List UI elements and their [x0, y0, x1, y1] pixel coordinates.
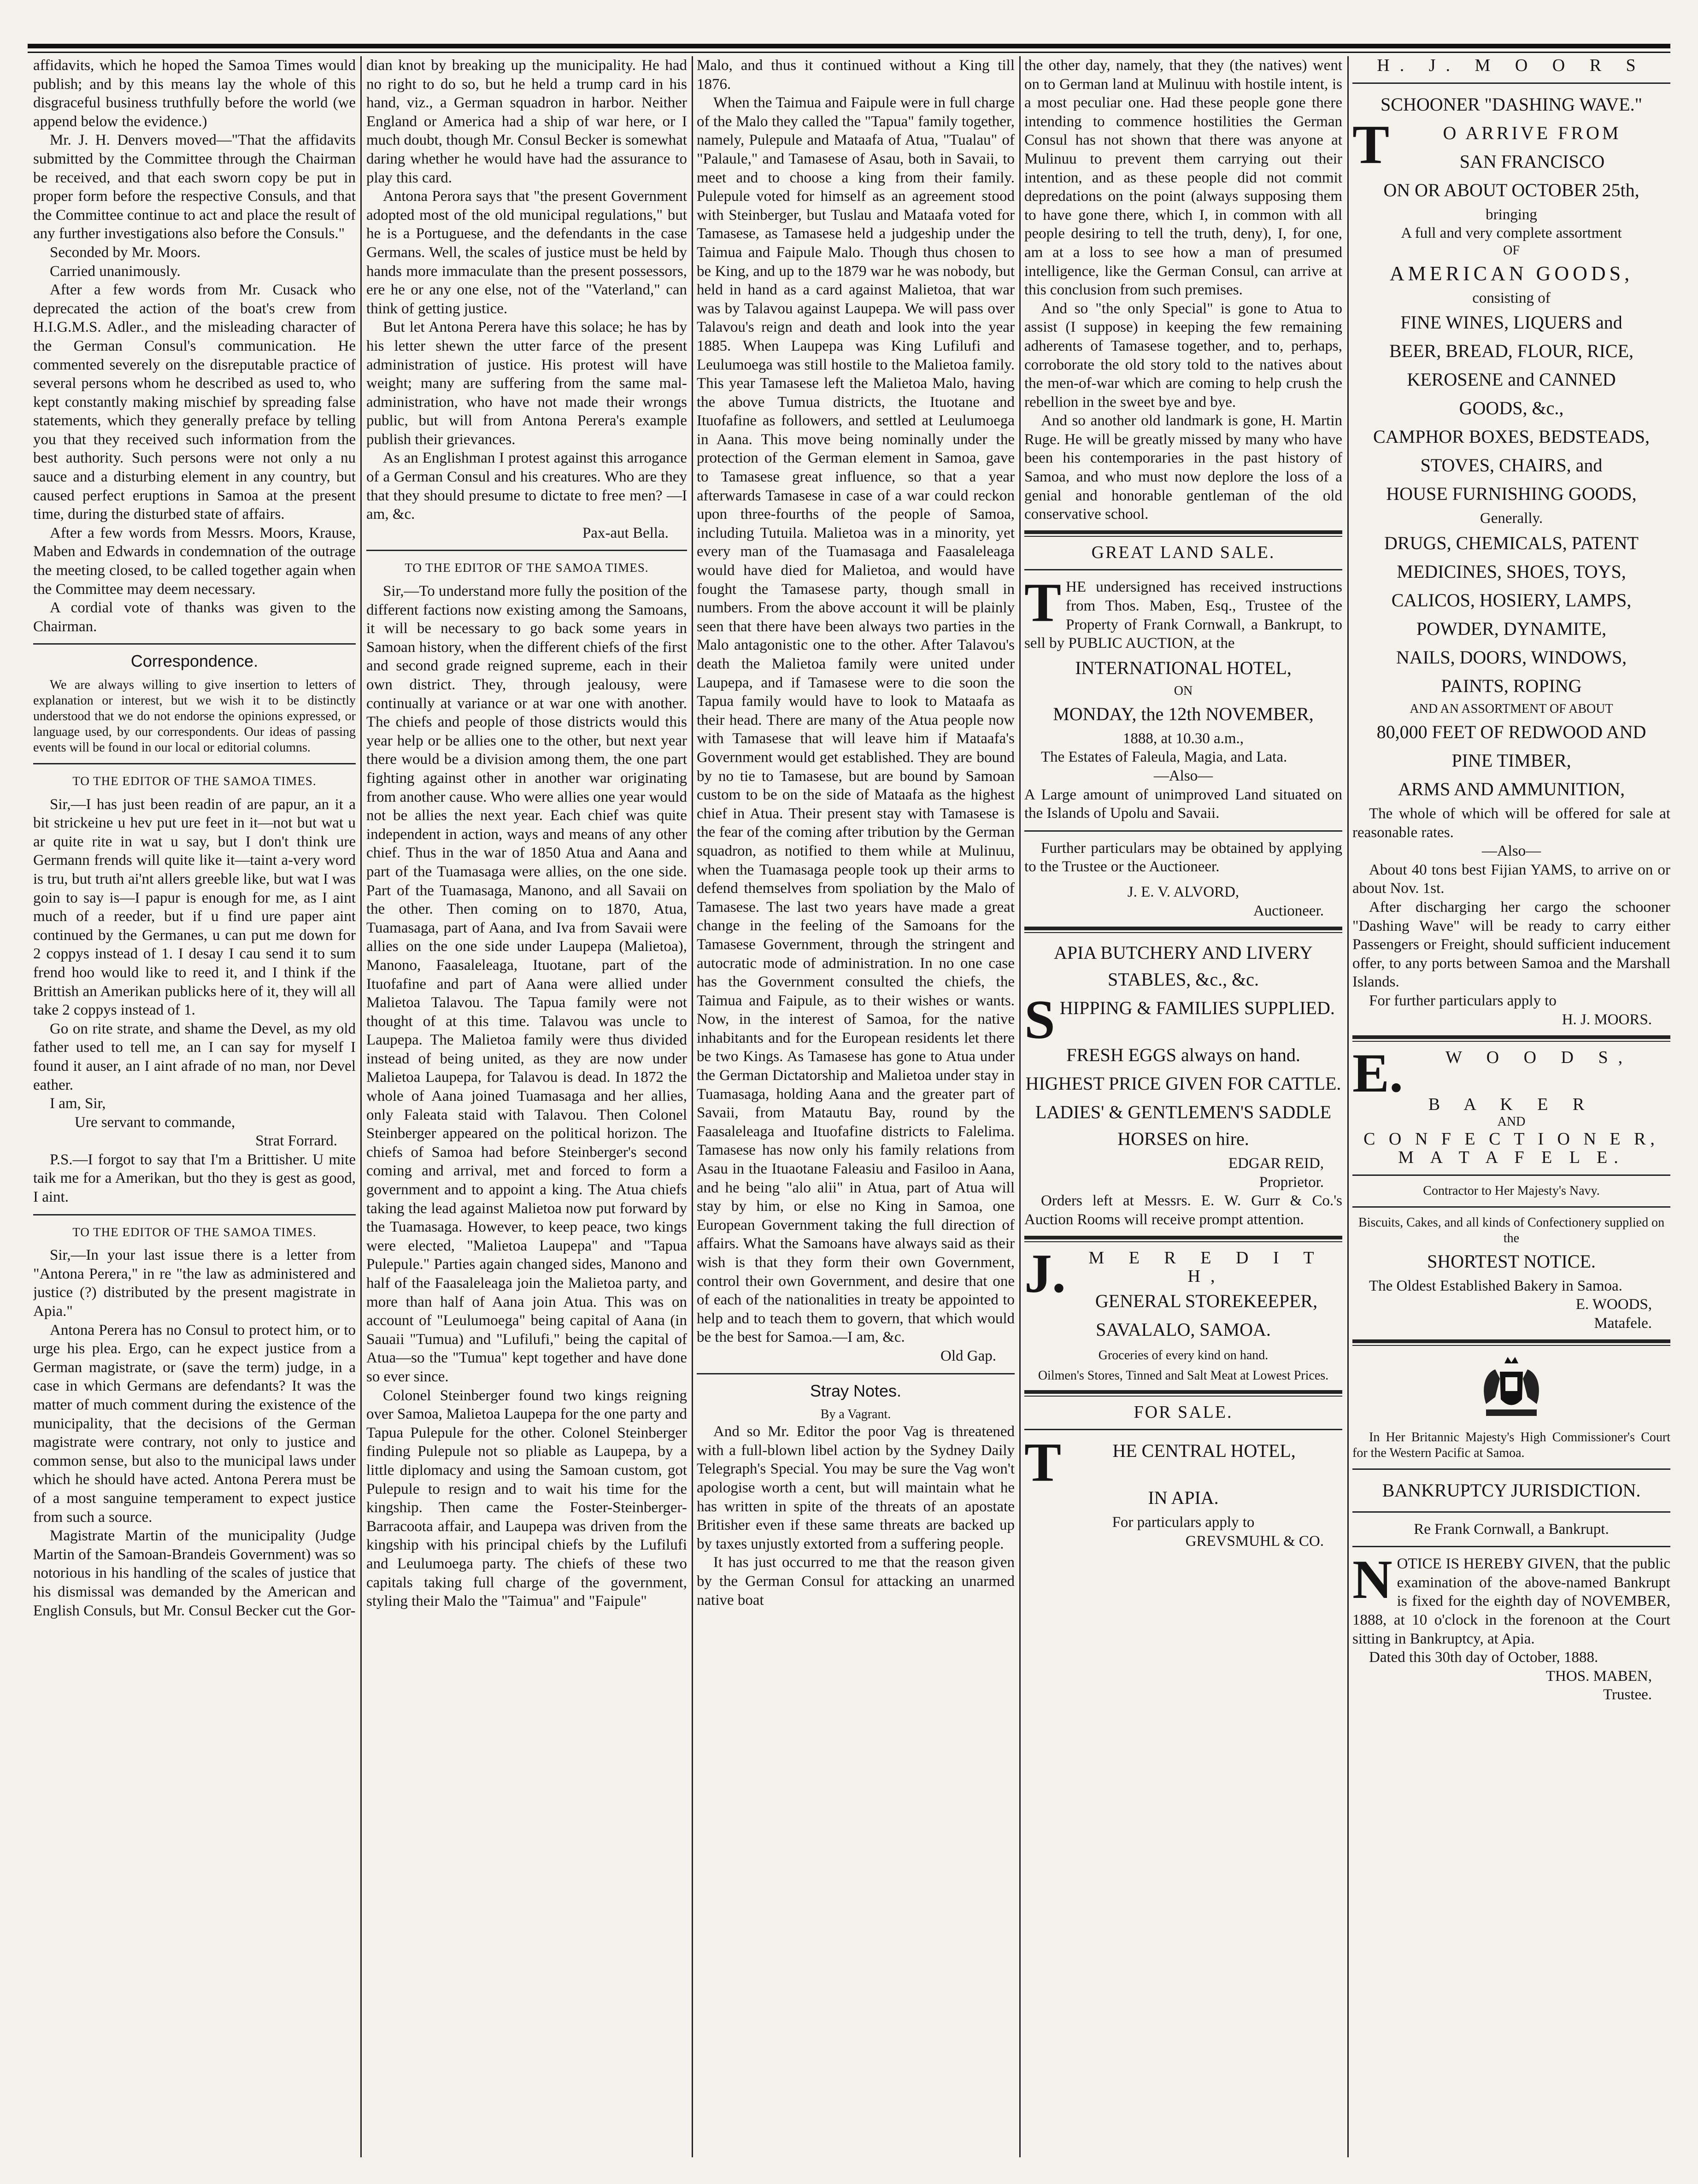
paragraph: Seconded by Mr. Moors. [50, 244, 201, 261]
drop-cap: T [1024, 572, 1062, 634]
advert-name: GREVSMUHL & CO. [1185, 1532, 1324, 1550]
advert-item: FINE WINES, LIQUERS and [1400, 312, 1622, 333]
paragraph: It has just occurred to me that the reason given by the German Consul for attacking an unarmed native boat [697, 1554, 1015, 1609]
letter-heading: TO THE EDITOR OF THE SAMOA TIMES. [72, 1225, 317, 1239]
postscript: P.S.—I forgot to say that I'm a Brittisher. U mite taik me for a Amerikan, but tho they is gest as good, I aint. [33, 1151, 356, 1206]
court-heading: In Her Britannic Majesty's High Commissioner's Court for the Western Pacific at Samoa. [1352, 1430, 1670, 1460]
column-divider [1019, 56, 1021, 2157]
advert-text: Biscuits, Cakes, and all kinds of Confectionery supplied on the [1358, 1215, 1665, 1245]
advert-text: SAN FRANCISCO [1459, 151, 1605, 172]
advert-item: MEDICINES, SHOES, TOYS, [1397, 561, 1626, 582]
advert-title: H. J. M O O R S [1377, 56, 1646, 75]
advert-text: C O N F E C T I O N E R, [1363, 1129, 1659, 1149]
advert-rule [1352, 1339, 1670, 1346]
advert-text: —Also— [1153, 768, 1213, 784]
advert-role: Matafele. [1594, 1315, 1652, 1332]
paragraph: And so Mr. Editor the poor Vag is threatened with a full-blown libel action by the Sydney Daily Telegraph's Special. You may be sure the Vag won't apologise worth a cent, but will maintain what he has written in spite of the threats of an apostate Britisher even if these same threats are backed up by taxes unjustly extorted from a suffering people. [697, 1423, 1015, 1552]
paragraph: affidavits, which he hoped the Samoa Times would publish; and by this means lay the whole of this disgraceful business truthfully before the world (we append below the evidence.) [33, 57, 356, 130]
advert-item: POWDER, DYNAMITE, [1416, 618, 1607, 639]
advert-text: After discharging her cargo the schooner "Dashing Wave" will be ready to carry either Passengers or Freight, should sufficient inducement offer, to any ports between Samoa and the Marshall Islands. [1352, 898, 1670, 991]
butchery-advert [1024, 939, 1342, 1229]
advert-rule [1024, 569, 1342, 570]
letter-heading: TO THE EDITOR OF THE SAMOA TIMES. [405, 561, 649, 575]
advert-item: CALICOS, HOSIERY, LAMPS, [1391, 589, 1632, 611]
drop-cap: T [1352, 113, 1390, 175]
advert-rule [1024, 530, 1342, 537]
paragraph: the other day, namely, that they (the natives) went on to German land at Mulinuu with hostile intent, is a most peculiar one. Had these people gone there intending to commence hostilities the German Consul has not shown that there was anyone at Mulinuu to prevent them carrying out their intention, and as these people did not commit depredations on the point (always supposing them to have gone there, which I, in common with all people desiring to tell the truth, deny), I, for one, am at a loss to see how a man of presumed intelligence, like the German Consul, can arrive at this conclusion from such premises. [1024, 57, 1342, 299]
paragraph: dian knot by breaking up the municipality. He had no right to do so, but he held a trump card in his hand, viz., a German squadron in harbor. Neither England or America had a ship of war here, or I much doubt, though Mr. Consul Becker is somewhat daring whether he would have had the assurance to play this card. [366, 57, 687, 186]
advert-item: GOODS, &c., [1459, 398, 1564, 419]
paragraph: Carried unanimously. [50, 263, 181, 280]
advert-item: HOUSE FURNISHING GOODS, [1386, 483, 1637, 505]
column-divider [1347, 56, 1349, 2157]
paragraph: As an Englishman I protest against this arrogance of a German Consul and his creatures. Who are they that they should presume to dictate to free men? —I am, &c. [366, 450, 687, 523]
paragraph: Antona Perera has no Consul to protect him, or to urge his plea. Ergo, can he expect justice from a German magistrate, or (save the term) judge, in a case in which Germans are defendants? It was the matter of much comment during the existence of the municipality, that the decisions of the German magistrate were contrary, not only to justice and common sense, but also to the municipal laws under which he should have acted. Antona Perera must be of a most sanguine temperament to expect justice from such a source. [33, 1321, 356, 1526]
advert-text: About 40 tons best Fijian YAMS, to arrive on or about Nov. 1st. [1352, 861, 1670, 897]
court-role: Trustee. [1603, 1686, 1652, 1703]
advert-text: SCHOONER "DASHING WAVE." [1381, 94, 1642, 115]
advert-text: bringing [1486, 206, 1537, 223]
paragraph: After a few words from Messrs. Moors, Krause, Maben and Edwards in condemnation of the outrage the meeting closed, to be called together again when the Committee may deem necessary. [33, 524, 356, 598]
advert-time: 1888, at 10.30 a.m., [1122, 730, 1244, 747]
advert-title: M E R E D I T H, [1088, 1248, 1324, 1286]
advert-rule [1024, 1390, 1342, 1397]
advert-text: SAVALALO, SAMOA. [1096, 1319, 1271, 1340]
paragraph: Malo, and thus it continued without a King till 1876. [697, 57, 1015, 93]
advert-name: E. WOODS, [1575, 1296, 1652, 1313]
advert-text: M A T A F E L E. [1398, 1148, 1625, 1168]
court-jurisdiction: BANKRUPTCY JURISDICTION. [1382, 1479, 1641, 1501]
top-rule [28, 44, 1670, 48]
advert-text: For further particulars apply to [1369, 992, 1557, 1009]
drop-cap: T [1024, 1432, 1062, 1493]
letter-heading: TO THE EDITOR OF THE SAMOA TIMES. [72, 774, 317, 788]
advert-title: FOR SALE. [1134, 1402, 1233, 1422]
drop-cap: N [1352, 1549, 1392, 1610]
section-rule [33, 643, 356, 645]
advert-rule [1024, 830, 1342, 832]
advert-text: For particulars apply to [1112, 1514, 1255, 1531]
advert-role: Proprietor. [1259, 1174, 1324, 1191]
advert-item: DRUGS, CHEMICALS, PATENT [1384, 532, 1639, 553]
advert-text: AND [1497, 1114, 1526, 1129]
advert-text: ON OR ABOUT OCTOBER 25th, [1383, 179, 1639, 200]
advert-rule [1352, 1468, 1670, 1470]
court-sign: THOS. MABEN, [1545, 1667, 1652, 1685]
correspondence-note: We are always willing to give insertion to letters of explanation or interest, but we wish it to be distinctly understood that we do not endorse the opinions expressed, or language used, by our correspondents. Our ideas of passing events will be found in our local or editorial columns. [33, 678, 356, 755]
stray-notes-heading: Stray Notes. [810, 1381, 902, 1400]
drop-cap: S [1024, 989, 1055, 1051]
advert-rule [1352, 1206, 1670, 1208]
advert-role: Auctioneer. [1253, 902, 1324, 919]
advert-item: STOVES, CHAIRS, and [1420, 455, 1603, 476]
advert-text: A full and very complete assortment [1401, 225, 1622, 242]
advert-text: AMERICAN GOODS, [1389, 262, 1633, 285]
paragraph: Mr. J. H. Denvers moved—"That the affidavits submitted by the Committee through the Chairman be received, and that each sworn copy be put in proper form before the respective Consuls, and that the Committee continue to act and place the result of any further investigations also before the Consuls." [33, 132, 356, 242]
advert-text: O ARRIVE FROM [1443, 122, 1622, 143]
advert-text: B A K E R [1428, 1095, 1595, 1115]
paragraph: And so another old landmark is gone, H. Martin Ruge. He will be greatly missed by many who have been his contemporaries in the past history of Samoa, and who must now deplore the loss of a genial and honorable gentleman of the old conservative school. [1024, 412, 1342, 523]
advert-item: NAILS, DOORS, WINDOWS, [1396, 646, 1627, 668]
paragraph: A cordial vote of thanks was given to the Chairman. [33, 599, 356, 635]
meredith-advert [1024, 1242, 1342, 1384]
advert-text: OF [1503, 243, 1520, 258]
advert-text: SHORTEST NOTICE. [1427, 1251, 1596, 1272]
advert-text: Contractor to Her Majesty's Navy. [1423, 1183, 1600, 1198]
advert-name: J. E. V. ALVORD, [1127, 883, 1240, 900]
paragraph: Sir,—To understand more fully the position of the different factions now existing among the Samoans, it will be necessary to go back some years in Samoan history, when the different chiefs of the first and second grade reigned supreme, each in their own district. They, through jealousy, were continually at variance or at war one with another. The chiefs and people of those districts would this year help or be allies one to the other, but next year there would be a division among them, the one part fighting against other in another war originating from another cause. Who were allies one year would not be allies the next year. Each chief was quite independent in action, ways and means of any other chief. Thus in the war of 1850 Atua and Aana and part of the Tuamasaga were allies, on the one side. Part of the Tuamasaga, Manono, and all Savaii on the other. Then coming on to 1870, Atua, Tuamasaga, part of Aana, and Iva from Savaii were allies on the one side under Laupepa (Malietoa), Manono, Faasaleleaga, Ituotane, part of the Ituofafine and part of Aana were allied under Malietoa Talavou. The Tapua family were not thought of at this time. Talavou was uncle to Laupepa. The Malietoa family were thus divided instead of being united, as they are now under Malietoa Laupepa, for Talavou is dead. In 1872 the whole of Aana joined Tuamasaga and her allies, only Faleata staid with Talavou. Then Colonel Steinberger appeared on the political horizon. The chiefs of Samoa had before Steinberger's second coming and arrival, met and forced to form a government and to appoint a king. The Atua chiefs taking the lead against Malietoa now put forward by the Tuamasaga. However, to keep peace, two kings were elected, "Malietoa Laupepa" and "Tapua Pulepule." Parties again changed sides, Manono and half of the Faasaleleaga join the Malietoa party, and more than half of Aana join Atua. This was on account of "Leulumoega" being capital of Aana (in Sauaii "Tumua) and "Lufilufi," being the capital of Atua—so the "Tumua" kept together and have done so ever since. [366, 583, 687, 1385]
section-rule [697, 1373, 1015, 1374]
column-4 [1024, 56, 1342, 2157]
court-notice [1352, 1353, 1670, 1704]
column-2 [366, 56, 687, 2157]
advert-text: The Oldest Established Bakery in Samoa. [1369, 1277, 1622, 1294]
advert-date: MONDAY, the 12th NOVEMBER, [1053, 703, 1314, 724]
paragraph: Colonel Steinberger found two kings reigning over Samoa, Malietoa Laupepa for the one party and Tapua Pulepule for the other. Colonel Steinberger finding Pulepule not so pliable as Laupepa, by a little diplomacy and using the Samoan custom, got Pulepule to resign and to wait his time for the kingship. Then came the Foster-Steinberger-Barracoota affair, and Laupepa was driven from the kingship with his principal chiefs by the Lufilufi and Leulumoega party. The chiefs of these two capitals taking full charge of the government, styling their Malo the "Taimua" and "Faipule" [366, 1387, 687, 1610]
advert-rule [1352, 1174, 1670, 1176]
advert-item: PINE TIMBER, [1451, 750, 1571, 771]
paragraph: Sir,—I has just been readin of are papur, an it a bit strickeine u hev put ure feet in it—not but wat u ar quite rite in wat u say, but I don't think ure Germann frends will quite like it—taint a-very word is tru, but truth ai'nt allers greeble like, but wat I was goin to say is—I papur is enough for me, as I aint much of a reeder, but if u find ure paper aint continued by the Germanes, u can put me down for 2 coppys instead of 1. I desay I cau send it to sum frend hoo would like to reed it, and I think if the Brittish an Amerikan publicks here of it, they will all take 2 coppys instead of 1. [33, 796, 356, 1019]
advert-text: IN APIA. [1148, 1487, 1219, 1509]
advert-text: ON [1174, 683, 1193, 698]
letter-signature: Pax-aut Bella. [582, 524, 669, 541]
advert-text: HIPPING & FAMILIES SUPPLIED. [1059, 998, 1335, 1019]
advert-text: GENERAL STOREKEEPER, [1095, 1290, 1318, 1311]
advert-rule [1024, 927, 1342, 933]
advert-title: APIA BUTCHERY AND LIVERY STABLES, &c., &c. [1054, 942, 1313, 990]
drop-cap: E. [1352, 1042, 1404, 1104]
advert-title: W O O D S, [1445, 1048, 1633, 1068]
advert-item: BEER, BREAD, FLOUR, RICE, [1389, 341, 1634, 362]
advert-item: 80,000 FEET OF REDWOOD AND [1376, 721, 1646, 742]
letter-signature: Strat Forrard. [255, 1133, 337, 1150]
column-3 [697, 56, 1015, 2157]
advert-venue: INTERNATIONAL HOTEL, [1075, 657, 1292, 678]
advert-title: GREAT LAND SALE. [1091, 542, 1275, 562]
advert-text: Oilmen's Stores, Tinned and Salt Meat at Lowest Prices. [1038, 1368, 1329, 1383]
top-rule-thin [28, 52, 1670, 53]
moors-advert [1352, 56, 1670, 1029]
paragraph: Go on rite strate, and shame the Devel, as my old father used to tell me, an I can say for myself I found it auser, an I aint afrade of no man, nor Devel eather. [33, 1020, 356, 1093]
advert-item: AND AN ASSORTMENT OF ABOUT [1410, 701, 1613, 716]
advert-name: EDGAR REID, [1228, 1155, 1324, 1172]
advert-item: Generally. [1480, 510, 1543, 527]
advert-rule [1352, 1035, 1670, 1042]
advert-text: A Large amount of unimproved Land situated on the Islands of Upolu and Savaii. [1024, 786, 1342, 822]
advert-rule [1024, 1236, 1342, 1242]
advert-text: HIGHEST PRICE GIVEN FOR CATTLE. [1025, 1073, 1341, 1094]
royal-crest-icon [1468, 1353, 1555, 1422]
paragraph: After a few words from Mr. Cusack who deprecated the action of the boat's crew from H.I.G.M.S. Adler., and the misleading character of the German Consul's communication. He commented severely on the disreputable practice of several persons whom he described as used to, who kept constantly making mischief by spreading false statements, which they generally preface by telling you that they received such information from the best authority. Such persons were not only a nu sauce and a disturbing element in any country, but caused perfect eruptions in Samoa at the present time, during the disturbed state of affairs. [33, 282, 356, 523]
advert-item: ARMS AND AMMUNITION, [1398, 778, 1625, 799]
woods-advert [1352, 1042, 1670, 1333]
advert-text: Orders left at Messrs. E. W. Gurr & Co.'s Auction Rooms will receive prompt attention. [1024, 1192, 1342, 1228]
advert-rule [1352, 1511, 1670, 1513]
letter-signature: Old Gap. [940, 1347, 996, 1364]
section-rule [33, 763, 356, 764]
court-dated: Dated this 30th day of October, 1888. [1369, 1649, 1598, 1666]
advert-rule [1352, 82, 1670, 84]
paragraph: And so "the only Special" is gone to Atua to assist (I suppose) in keeping the few remaining adherents of Tamasese together, and to, perhaps, corroborate the old story told to the natives about the men-of-war which are coming to help crush the rebellion in the sweet bye and bye. [1024, 300, 1342, 411]
column-1 [33, 56, 356, 2157]
advert-text: The whole of which will be offered for sale at reasonable rates. [1352, 805, 1670, 841]
advert-rule [1024, 1429, 1342, 1430]
advert-text: consisting of [1472, 289, 1551, 306]
advert-text: —Also— [1481, 843, 1541, 860]
advert-item: CAMPHOR BOXES, BEDSTEADS, [1373, 426, 1650, 447]
letter-signoff: Ure servant to commande, [75, 1114, 235, 1131]
for-sale-advert [1024, 1403, 1342, 1551]
advert-rule [1352, 1546, 1670, 1547]
advert-item: KEROSENE and CANNED [1407, 369, 1616, 390]
advert-text: LADIES' & GENTLEMEN'S SADDLE HORSES on hire. [1035, 1102, 1332, 1150]
advert-text: Further particulars may be obtained by applying to the Trustee or the Auctioneer. [1024, 840, 1342, 875]
advert-body: HE undersigned has received instructions from Thos. Maben, Esq., Trustee of the Property of Frank Cornwall, a Bankrupt, to sell by PUBLIC AUCTION, at the [1024, 579, 1342, 652]
paragraph: But let Antona Perera have this solace; he has by his letter shewn the utter farce of the present administration of justice. His protest will have weight; many are suffering from the same mal-administration, who have not made their wrongs public, but will from Antona Perera's example publish their grievances. [366, 319, 687, 448]
land-sale-advert [1024, 543, 1342, 920]
advert-text: FRESH EGGS always on hand. [1066, 1045, 1300, 1066]
court-re: Re Frank Cornwall, a Bankrupt. [1414, 1521, 1609, 1538]
paragraph: Antona Perora says that "the present Government adopted most of the old municipal regulations," but he is a Portuguese, and the defendants in the case Germans. Well, the scales of justice must be held by hands more immaculate than the present possessors, ere he or any one else, not of the "Vaterland," can think of getting justice. [366, 188, 687, 317]
paragraph: When the Taimua and Faipule were in full charge of the Malo they called the "Tapua" family together, namely, Pulepule and Mataafa of Atua, "Tualau" of "Palaule," and Tamasese of Asau, both in Savaii, to meet and to choose a king from their family. Pulepule voted for himself as an agreement stood with Steinberger, but Tuslau and Mataafa voted for Tamasese, as Tamasese held a judgeship under the Taimua and Faipule Malo. Though thus chosen to be King, and up to the 1879 war he was nobody, but held in hand as a card against Malietoa, that war was by Talavou against Laupepa. We will pass over Talavou's reign and death and look into the year 1885. When Laupepa was King Lufilufi and Leulumoega was still hostile to the Malietoa family. This year Tamasese left the Malietoa Malo, having the above Tumua districts, the Ituotane and Ituofafine as followers, and settled at Leulumoega in Aana. This move being nominally under the protection of the German element in Samoa, gave to Tamasese great influence, so that a year afterwards Tamasese in case of a war could reckon upon three-fourths of the people of Samoa, including Tutuila. Malietoa was in a minority, yet every man of the Tuamasaga and Faasaleleaga would have died for Malietoa, and would have fought the Tamasese party, though small in numbers. From the above account it will be plainly seen that there have been always two parties in the Malo antagonistic one to the other. After Talavou's death the Malietoa family were united under Laupepa, and if Tamasese were to die soon the Tapua family would have to look to Mataafa as their head. There are many of the Atua people now with Tamasese that will leave him if Mataafa's Government would get established. They are bound by no tie to Tamasese, but are bound by Samoan custom to be on the side of Mataafa as the highest chief in Atua. Their present stay with Tamasese is the fear of the coming after tribution by the German squadron, as notified to them while at Mulinuu, when the Tuamasaga people took up their arms to defend themselves from spoliation by the Malo of Tamasese. The last two years have made a great change in the feeling of the Samoans for the Tamasese Government, through the stringent and autocratic mode of administration. In no one case has the Government consulted the chiefs, the Taimua and Faipule, as to their wishes or wants. Now, in the interest of Samoa, for the native inhabitants and for the European residents let there be two Kings. As Tamasese has gone to Atua under the German Dictatorship and Malietoa under stay in Tuamasaga, holding Aana and the greater part of Savaii, from Matautu Bay, round by the Faasaleleaga and Ituofafine districts to Falelima. Tamasese has now only his family relations from Asau in the Ituaotane Faleasiu and Fasiloo in Aana, and he being "alo alii" in Atua, part of Atua will stay by him, or else no King in Samoa, one European Government taking the full direction of affairs. What the Samoans have always said as their wish is that they form their own Government, control their own Government, and desire that one of each of the nationalities in treaty be appointed to help and to teach them to govern, that which would be the best for Samoa.—I am, &c. [697, 94, 1015, 1346]
correspondence-heading: Correspondence. [130, 652, 259, 671]
advert-text: HE CENTRAL HOTEL, [1112, 1440, 1296, 1462]
paragraph: Magistrate Martin of the municipality (Judge Martin of the Samoan-Brandeis Government) was so notorious in his handling of the scales of justice that his dismissal was demanded by the American and English Consuls, but Mr. Consul Becker cut the Gor- [33, 1527, 356, 1619]
letter-signoff: I am, Sir, [50, 1095, 106, 1112]
advert-item: PAINTS, ROPING [1441, 675, 1582, 696]
column-divider [692, 56, 693, 2157]
column-5 [1352, 56, 1670, 2157]
section-rule [33, 1214, 356, 1215]
drop-cap: J. [1024, 1242, 1066, 1304]
column-divider [360, 56, 362, 2157]
advert-text: Groceries of every kind on hand. [1098, 1348, 1269, 1362]
paragraph: Sir,—In your last issue there is a letter from "Antona Perera," in re "the law as administered and justice (?) distributed by the present magistrate in Apia." [33, 1247, 356, 1320]
court-notice-text: OTICE IS HEREBY GIVEN, that the public examination of the above-named Bankrupt is fixed for the eighth day of NOVEMBER, 1888, at 10 o'clock in the forenoon at the Court sitting in Bankruptcy, at Apia. [1352, 1556, 1670, 1647]
byline: By a Vagrant. [820, 1407, 891, 1422]
section-rule [366, 550, 687, 551]
advert-text: The Estates of Faleula, Magia, and Lata. [1041, 749, 1287, 766]
advert-name: H. J. MOORS. [1562, 1011, 1652, 1028]
